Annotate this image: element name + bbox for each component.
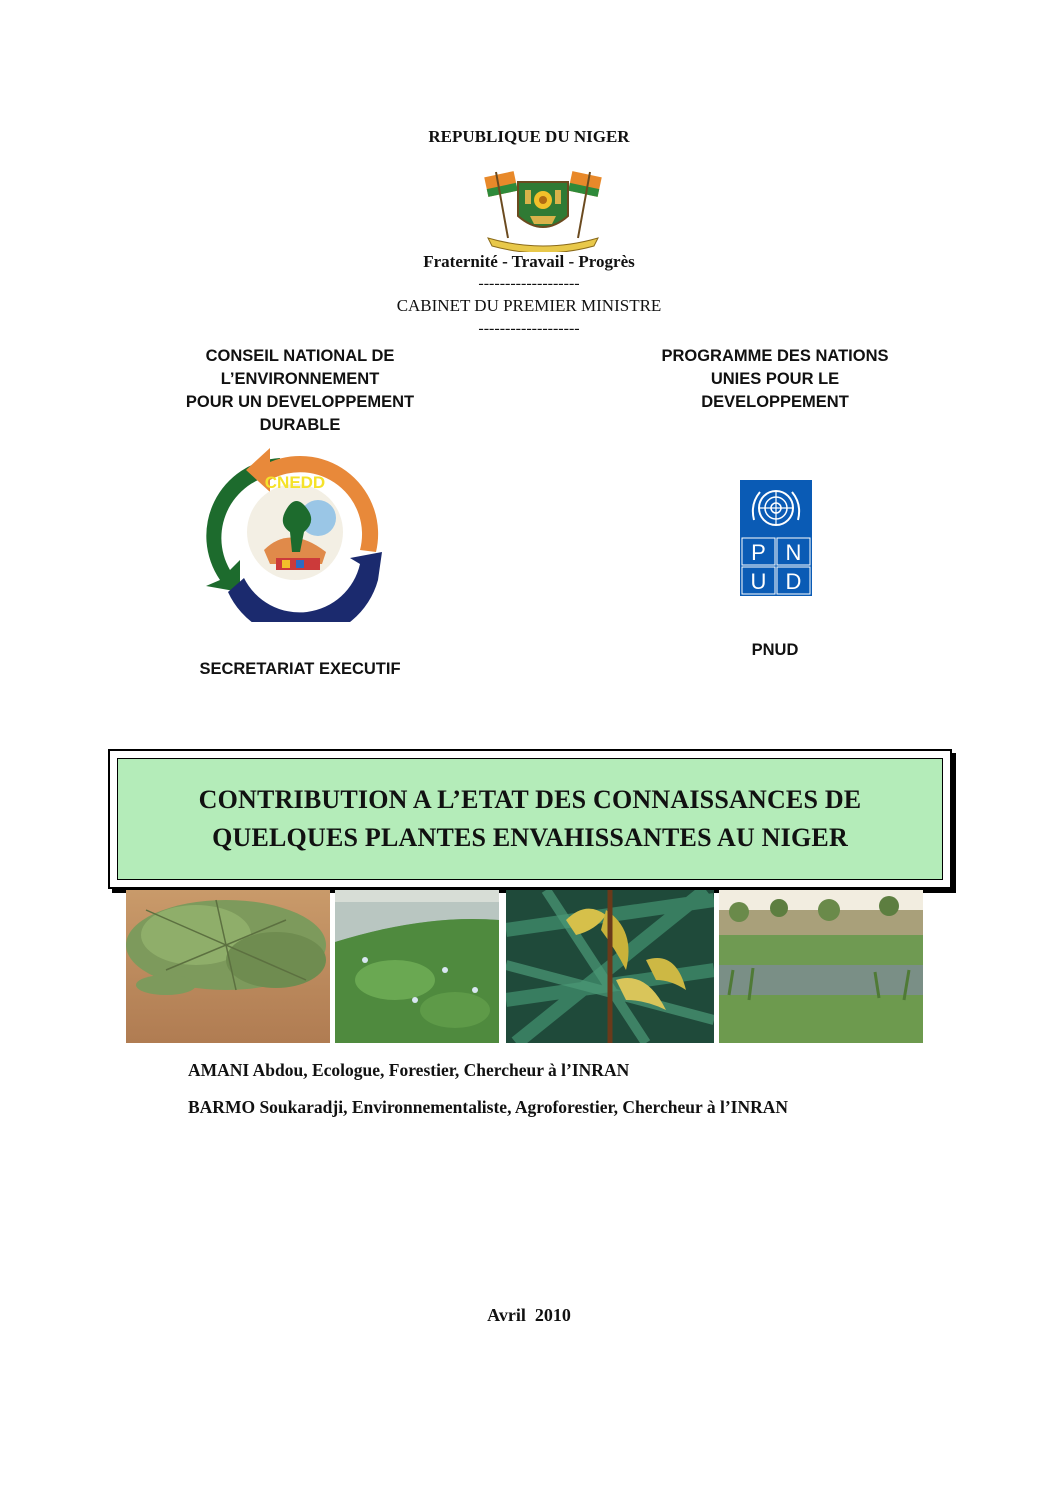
niger-coat-of-arms-icon	[478, 168, 608, 252]
pnud-label: PNUD	[751, 641, 799, 659]
undp-logo-icon	[740, 480, 812, 596]
cabinet-name: CABINET DU PREMIER MINISTRE	[396, 296, 662, 315]
secretariat-label: SECRETARIAT EXECUTIF	[199, 660, 401, 678]
undp-organisation-name	[625, 345, 925, 414]
cnedd-logo-top-text: CNEDD	[264, 473, 326, 492]
cnedd-logo-bottom-text: PNEDD	[265, 587, 325, 606]
publication-date: Avril 2010	[487, 1305, 571, 1325]
org-name-line: DEVELOPPEMENT	[701, 393, 849, 411]
title-frame	[108, 749, 952, 889]
document-title-line: QUELQUES PLANTES ENVAHISSANTES AU NIGER	[212, 823, 848, 852]
water-plants-photo-icon	[335, 890, 499, 1043]
org-name-line: POUR UN DEVELOPPEMENT	[185, 393, 415, 411]
document-title-line: CONTRIBUTION A L’ETAT DES CONNAISSANCES DE	[198, 785, 862, 814]
undp-letter: N	[785, 540, 802, 565]
author-line: AMANI Abdou, Ecologue, Forestier, Chercheur à l’INRAN	[188, 1060, 630, 1080]
national-motto: Fraternité - Travail - Progrès	[423, 252, 635, 271]
separator-line: -------------------	[478, 320, 580, 337]
wetland-photo-icon	[719, 890, 923, 1043]
country-name: REPUBLIQUE DU NIGER	[428, 127, 630, 146]
cnedd-logo-icon	[200, 440, 390, 622]
undp-letter: P	[751, 540, 766, 565]
shrub-photo-icon	[126, 890, 330, 1043]
org-name-line: UNIES POUR LE	[710, 370, 840, 388]
org-name-line: L’ENVIRONNEMENT	[220, 370, 380, 388]
org-name-line: DURABLE	[259, 416, 341, 434]
cnedd-organisation-name	[150, 345, 450, 437]
title-box	[117, 758, 943, 880]
photo-strip	[126, 890, 923, 1043]
undp-letter: D	[785, 569, 802, 594]
undp-letter: U	[750, 569, 767, 594]
org-name-line: CONSEIL NATIONAL DE	[205, 347, 395, 365]
separator-line: -------------------	[478, 275, 580, 292]
author-line: BARMO Soukaradji, Environnementaliste, Agroforestier, Chercheur à l’INRAN	[188, 1097, 789, 1117]
org-name-line: PROGRAMME DES NATIONS	[661, 347, 889, 365]
leaves-pods-photo-icon	[506, 890, 714, 1043]
